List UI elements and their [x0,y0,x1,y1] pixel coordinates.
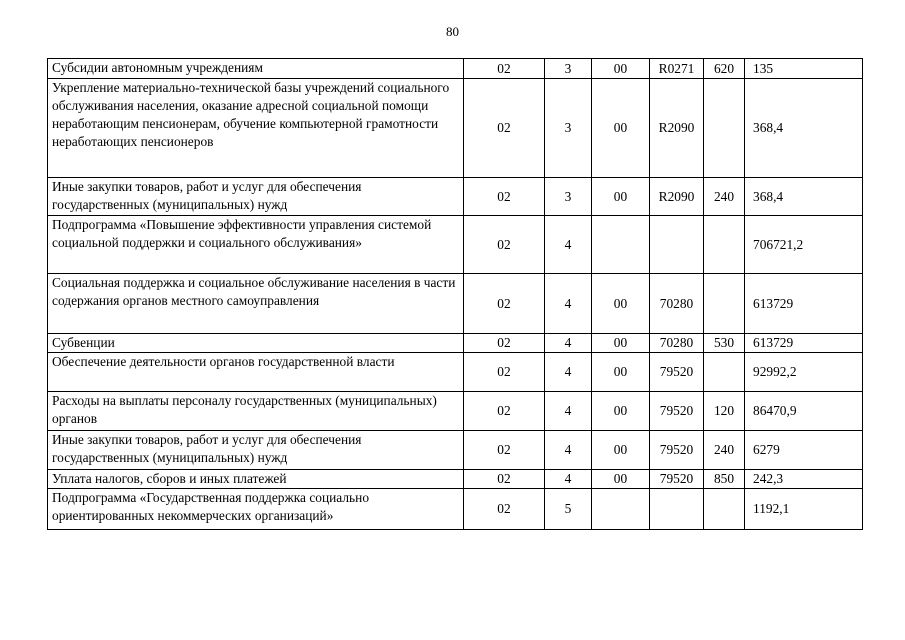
row-name: Субвенции [48,334,464,353]
row-sum: 135 [745,59,863,79]
table-row [48,334,863,353]
row-program [592,216,650,274]
row-section: 02 [464,216,545,274]
row-name: Подпрограмма «Государственная поддержка социально ориентированных некоммерческих организаций» [48,489,464,530]
row-subsection: 3 [545,79,592,178]
row-expense-type: 850 [704,470,745,489]
row-subsection: 4 [545,274,592,334]
row-sum: 706721,2 [745,216,863,274]
row-target-article [650,489,704,530]
row-name: Иные закупки товаров, работ и услуг для обеспечения государственных (муниципальных) нужд [48,431,464,470]
row-name: Укрепление материально-технической базы учреждений социального обслуживания населения, оказание адресной социальной помощи неработающим пенсионерам, обучение компьютерной грамотности неработающих пенсионеров [48,79,464,178]
row-program: 00 [592,334,650,353]
row-target-article [650,216,704,274]
row-program: 00 [592,79,650,178]
table-row [48,392,863,431]
table-row [48,59,863,79]
row-sum: 368,4 [745,178,863,216]
row-expense-type [704,216,745,274]
table-row [48,79,863,178]
row-subsection: 3 [545,59,592,79]
row-program: 00 [592,392,650,431]
row-program: 00 [592,470,650,489]
row-name: Расходы на выплаты персоналу государственных (муниципальных) органов [48,392,464,431]
row-program: 00 [592,353,650,392]
row-name: Подпрограмма «Повышение эффективности управления системой социальной поддержки и социального обслуживания» [48,216,464,274]
row-subsection: 4 [545,334,592,353]
row-section: 02 [464,79,545,178]
row-name: Уплата налогов, сборов и иных платежей [48,470,464,489]
row-section: 02 [464,274,545,334]
row-section: 02 [464,489,545,530]
row-sum: 86470,9 [745,392,863,431]
row-subsection: 4 [545,216,592,274]
table-row [48,274,863,334]
row-section: 02 [464,392,545,431]
row-name: Субсидии автономным учреждениям [48,59,464,79]
row-target-article: 79520 [650,431,704,470]
row-section: 02 [464,334,545,353]
row-sum: 242,3 [745,470,863,489]
row-expense-type: 240 [704,178,745,216]
row-target-article: 70280 [650,274,704,334]
table-row [48,353,863,392]
row-target-article: R2090 [650,79,704,178]
row-target-article: 79520 [650,392,704,431]
row-program: 00 [592,178,650,216]
row-program: 00 [592,431,650,470]
row-expense-type [704,489,745,530]
row-subsection: 4 [545,392,592,431]
row-section: 02 [464,178,545,216]
row-section: 02 [464,353,545,392]
row-expense-type [704,79,745,178]
row-sum: 613729 [745,274,863,334]
row-section: 02 [464,431,545,470]
row-sum: 6279 [745,431,863,470]
table-row [48,489,863,530]
row-target-article: 79520 [650,470,704,489]
row-expense-type: 120 [704,392,745,431]
row-expense-type: 240 [704,431,745,470]
row-sum: 368,4 [745,79,863,178]
row-expense-type: 530 [704,334,745,353]
row-target-article: R2090 [650,178,704,216]
row-target-article: 79520 [650,353,704,392]
row-sum: 92992,2 [745,353,863,392]
row-target-article: 70280 [650,334,704,353]
row-name: Социальная поддержка и социальное обслуживание населения в части содержания органов местного самоуправления [48,274,464,334]
budget-table [47,58,863,530]
row-name: Обеспечение деятельности органов государственной власти [48,353,464,392]
row-program: 00 [592,59,650,79]
row-target-article: R0271 [650,59,704,79]
row-sum: 613729 [745,334,863,353]
row-expense-type [704,274,745,334]
table-row [48,178,863,216]
row-subsection: 3 [545,178,592,216]
row-subsection: 5 [545,489,592,530]
table-row [48,216,863,274]
table-row [48,431,863,470]
row-expense-type: 620 [704,59,745,79]
row-subsection: 4 [545,431,592,470]
row-subsection: 4 [545,353,592,392]
row-subsection: 4 [545,470,592,489]
row-section: 02 [464,59,545,79]
row-program [592,489,650,530]
page-number: 80 [446,24,459,39]
row-expense-type [704,353,745,392]
row-program: 00 [592,274,650,334]
table-row [48,470,863,489]
row-name: Иные закупки товаров, работ и услуг для обеспечения государственных (муниципальных) нужд [48,178,464,216]
row-sum: 1192,1 [745,489,863,530]
row-section: 02 [464,470,545,489]
